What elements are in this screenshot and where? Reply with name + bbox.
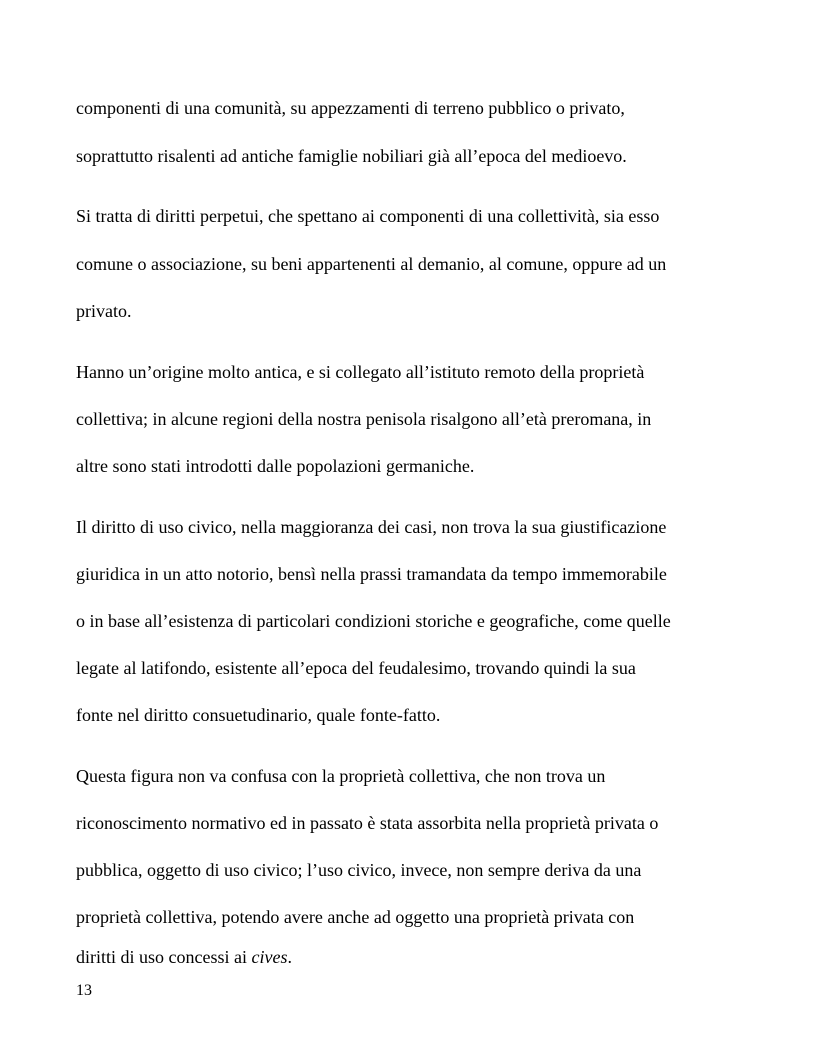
page-number: 13 <box>76 982 92 999</box>
last-line-prefix: diritti di uso concessi ai <box>76 947 252 967</box>
paragraph-2-line-2: comune o associazione, su beni appartenenti al demanio, al comune, oppure ad un <box>76 254 667 274</box>
paragraph-2-line-3: privato. <box>76 301 132 321</box>
paragraph-5-line-1: Questa figura non va confusa con la proprietà collettiva, che non trova un <box>76 766 606 786</box>
paragraph-5-line-3: pubblica, oggetto di uso civico; l’uso civico, invece, non sempre deriva da una <box>76 860 642 880</box>
last-line-suffix: . <box>287 947 292 967</box>
paragraph-3-line-1: Hanno un’origine molto antica, e si collegato all’istituto remoto della proprietà <box>76 362 645 382</box>
paragraph-4-line-3: o in base all’esistenza di particolari condizioni storiche e geografiche, come quelle <box>76 611 671 631</box>
paragraph-4-line-5: fonte nel diritto consuetudinario, quale fonte-fatto. <box>76 705 441 725</box>
paragraph-2-line-1: Si tratta di diritti perpetui, che spettano ai componenti di una collettività, sia esso <box>76 206 660 226</box>
paragraph-5-line-4: proprietà collettiva, potendo avere anche ad oggetto una proprietà privata con <box>76 907 635 927</box>
cives-italic: cives <box>251 947 288 967</box>
paragraph-4-line-1: Il diritto di uso civico, nella maggioranza dei casi, non trova la sua giustificazione <box>76 517 667 537</box>
paragraph-4-line-2: giuridica in un atto notorio, bensì nella prassi tramandata da tempo immemorabile <box>76 564 667 584</box>
paragraph-1-line-2: soprattutto risalenti ad antiche famiglie nobiliari già all’epoca del medioevo. <box>76 146 627 166</box>
paragraph-5-line-2: riconoscimento normativo ed in passato è stata assorbita nella proprietà privata o <box>76 813 659 833</box>
paragraph-1-line-1: componenti di una comunità, su appezzamenti di terreno pubblico o privato, <box>76 98 625 118</box>
paragraph-3-line-3: altre sono stati introdotti dalle popolazioni germaniche. <box>76 456 475 476</box>
paragraph-4-line-4: legate al latifondo, esistente all’epoca del feudalesimo, trovando quindi la sua <box>76 658 636 678</box>
paragraph-3-line-2: collettiva; in alcune regioni della nostra penisola risalgono all’età preromana, in <box>76 409 652 429</box>
paragraph-5-line-5 <box>76 947 292 967</box>
